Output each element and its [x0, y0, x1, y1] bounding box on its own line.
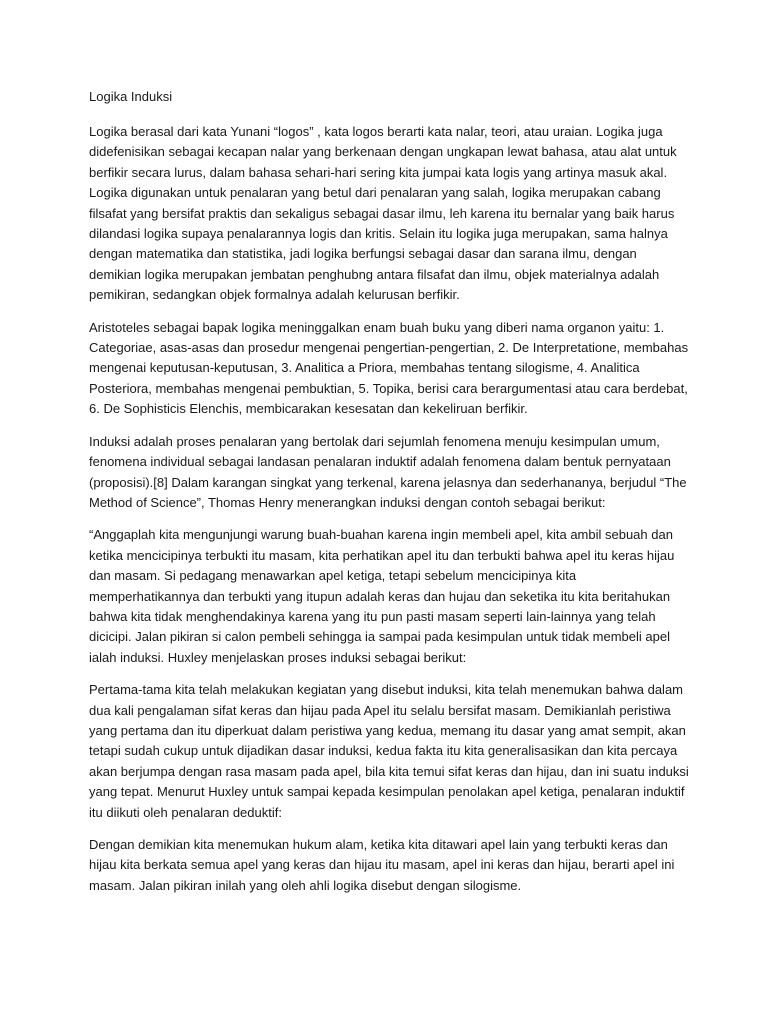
document-title: Logika Induksi: [89, 89, 173, 104]
paragraph-aristoteles-organon: Aristoteles sebagai bapak logika meninggalkan enam buah buku yang diberi nama organon yaitu: 1. Categoriae, asas-asas dan prosedur mengenai pengertian-pengertian, 2. De Interpretatione, membahas mengenai keputusan-keputusan, 3. Analitica a Priora, membahas tentang silogisme, 4. Analitica Posteriora, membahas mengenai pembuktian, 5. Topika, berisi cara berargumentasi atau cara berdebat, 6. De Sophisticis Elenchis, membicarakan kesesatan dan kekeliruan berfikir.: [89, 319, 689, 417]
paragraph-silogisme: Dengan demikian kita menemukan hukum alam, ketika kita ditawari apel lain yang terbukti keras dan hijau kita berkata semua apel yang keras dan hijau itu masam, apel ini keras dan hijau, berarti apel ini masam. Jalan pikiran inilah yang oleh ahli logika disebut dengan silogisme.: [89, 837, 675, 893]
paragraph-apel-example: “Anggaplah kita mengunjungi warung buah-buahan karena ingin membeli apel, kita ambil sebuah dan ketika mencicipinya terbukti itu masam, kita perhatikan apel itu dan terbukti bahwa apel itu keras hijau dan masam. Si pedagang menawarkan apel ketiga, tetapi sebelum mencicipinya kita memperhatikannya dan terbukti yang itupun adalah keras dan hujau dan seketika itu kita beritahukan bahwa kita tidak menghendakinya karena yang itu pun pasti masam seperti lain-lainnya yang telah dicicipi. Jalan pikiran si calon pembeli sehingga ia sampai pada kesimpulan untuk tidak membeli apel ialah induksi. Huxley menjelaskan proses induksi sebagai berikut:: [89, 527, 675, 665]
paragraph-induksi-definition: Induksi adalah proses penalaran yang bertolak dari sejumlah fenomena menuju kesimpulan umum, fenomena individual sebagai landasan penalaran induktif adalah fenomena dalam bentuk pernyataan (proposisi).[8] Dalam karangan singkat yang terkenal, karena jelasnya dan sederhananya, berjudul “The Method of Science”, Thomas Henry menerangkan induksi dengan contoh sebagai berikut:: [89, 433, 687, 510]
paragraph-huxley-induction: Pertama-tama kita telah melakukan kegiatan yang disebut induksi, kita telah menemukan bahwa dalam dua kali pengalaman sifat keras dan hijau pada Apel itu selalu bersifat masam. Demikianlah peristiwa yang pertama dan itu diperkuat dalam peristiwa yang kedua, memang itu dasar yang amat sempit, akan tetapi sudah cukup untuk dijadikan dasar induksi, kedua fakta itu kita generalisasikan dan kita percaya akan berjumpa dengan rasa masam pada apel, bila kita temui sifat keras dan hijau, dan ini suatu induksi yang tepat. Menurut Huxley untuk sampai kepada kesimpulan penolakan apel ketiga, penalaran induktif itu diikuti oleh penalaran deduktif:: [89, 682, 689, 820]
paragraph-logika-definition: Logika berasal dari kata Yunani “logos” , kata logos berarti kata nalar, teori, atau uraian. Logika juga didefenisikan sebagai kecapan nalar yang berkenaan dengan ungkapan lewat bahasa, atau alat untuk berfikir secara lurus, dalam bahasa sehari-hari sering kita jumpai kata logis yang artinya masuk akal. Logika digunakan untuk penalaran yang betul dari penalaran yang salah, logika merupakan cabang filsafat yang bersifat praktis dan sekaligus sebagai dasar ilmu, leh karena itu bernalar yang baik harus dilandasi logika supaya penalarannya logis dan kritis. Selain itu logika juga merupakan, sama halnya dengan matematika dan statistika, jadi logika berfungsi sebagai dasar dan sarana ilmu, dengan demikian logika merupakan jembatan penghubng antara filsafat dan ilmu, objek materialnya adalah pemikiran, sedangkan objek formalnya adalah kelurusan berfikir.: [89, 124, 677, 303]
document-page: [89, 88, 689, 908]
